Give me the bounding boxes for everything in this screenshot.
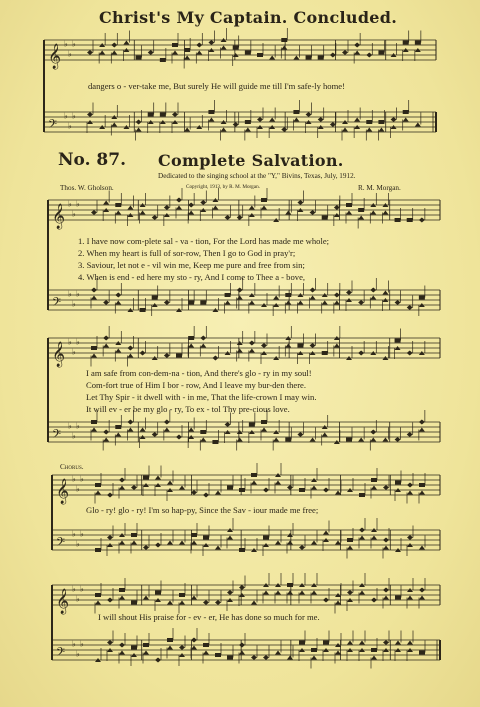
svg-text:♭: ♭ [76,539,80,549]
system2-verse-3: Let Thy Spir - it dwell with - in me, That the life-crown I may win. [86,392,317,402]
system2-verse-2: Com-fort true of Him I bor - row, And I leave my bur-den there. [86,380,307,390]
system2-verse-1: I am safe from con-dem-na - tion, And there's glo - ry in my soul! [86,368,312,378]
chorus-lyric: Glo - ry! glo - ry! I'm so hap-py, Since the Sav - iour made me free; [86,505,319,515]
svg-text:♭: ♭ [72,39,76,49]
dedication: Dedicated to the singing school at the "Y," Bivins, Texas, July, 1912. [158,172,356,180]
top-section-lyric: dangers o - ver-take me, But surely He will guide me till I'm safe-ly home! [88,81,345,91]
svg-text:♭: ♭ [80,474,84,484]
svg-text:♭: ♭ [80,639,84,649]
svg-text:𝄞: 𝄞 [52,342,66,367]
svg-text:𝄢: 𝄢 [56,646,66,662]
svg-text:♭: ♭ [72,431,76,441]
svg-text:♭: ♭ [68,289,72,299]
svg-text:♭: ♭ [68,49,72,59]
svg-text:♭: ♭ [72,347,76,357]
svg-text:♭: ♭ [76,421,80,431]
svg-text:♭: ♭ [68,337,72,347]
svg-text:♭: ♭ [72,209,76,219]
continued-hymn-title: Christ's My Captain. Concluded. [99,8,398,27]
svg-text:♭: ♭ [72,111,76,121]
svg-text:♭: ♭ [68,199,72,209]
svg-text:♭: ♭ [80,584,84,594]
svg-text:♭: ♭ [72,474,76,484]
svg-text:♭: ♭ [76,484,80,494]
svg-text:♭: ♭ [76,337,80,347]
svg-text:♭: ♭ [68,421,72,431]
svg-text:𝄞: 𝄞 [52,204,66,229]
svg-text:♭: ♭ [76,199,80,209]
svg-text:♭: ♭ [72,639,76,649]
system2-verse-4: It will ev - er be my glo - ry, To ex - tol Thy pre-cious love. [86,404,290,414]
svg-text:♭: ♭ [80,529,84,539]
svg-text:♭: ♭ [76,649,80,659]
svg-text:♭: ♭ [64,111,68,121]
svg-text:𝄢: 𝄢 [56,536,66,552]
lyricist: Thos. W. Gholson. [60,184,114,192]
svg-text:♭: ♭ [68,121,72,131]
svg-text:𝄢: 𝄢 [52,296,62,312]
svg-text:♭: ♭ [64,39,68,49]
copyright: Copyright, 1913, by R. M. Morgan. [186,184,260,190]
svg-text:♭: ♭ [72,299,76,309]
svg-text:♭: ♭ [72,529,76,539]
system1-verse-1: 1. I have now com-plete sal - va - tion, For the Lord has made me whole; [78,236,330,246]
chorus-label: Chorus. [60,463,84,471]
composer: R. M. Morgan. [358,184,401,192]
svg-text:𝄞: 𝄞 [48,44,62,69]
hymn-number: No. 87. [58,150,126,170]
system1-verse-4: 4. When is end - ed here my sto - ry, And I come to Thee a - bove, [78,272,306,282]
svg-text:𝄞: 𝄞 [56,589,70,614]
svg-text:𝄞: 𝄞 [56,479,70,504]
hymn-title: Complete Salvation. [158,151,344,170]
svg-text:♭: ♭ [72,584,76,594]
svg-text:𝄢: 𝄢 [52,428,62,444]
system1-verse-3: 3. Saviour, let not e - vil win me, Keep me pure and free from sin; [78,260,305,270]
svg-text:♭: ♭ [76,289,80,299]
system1-verse-2: 2. When my heart is full of sor-row, Then I go to God in pray'r; [78,248,296,258]
svg-text:♭: ♭ [76,594,80,604]
svg-text:𝄢: 𝄢 [48,118,58,134]
final-lyric: I will shout His praise for - ev - er, He has done so much for me. [98,612,320,622]
